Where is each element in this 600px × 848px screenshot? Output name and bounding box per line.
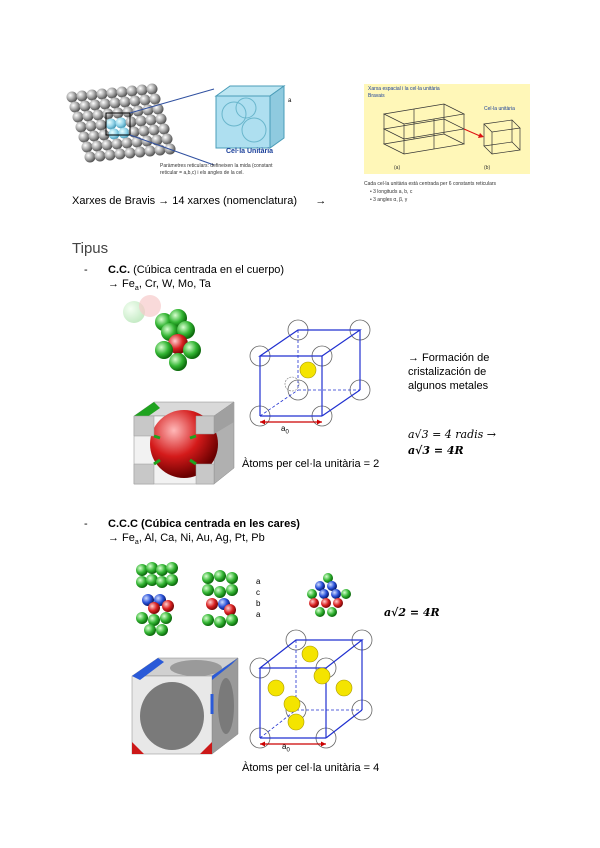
lattice-sphere xyxy=(162,134,173,145)
lattice-sphere xyxy=(149,125,160,136)
lattice-sphere xyxy=(127,86,138,97)
unit-cell-label: Cel·la Unitària xyxy=(226,148,274,155)
lattice-sphere xyxy=(150,94,161,105)
fcc-cube-label-a: a xyxy=(282,742,287,751)
lattice-sphere xyxy=(79,132,90,143)
ccc-subtitle: (Cúbica centrada en les cares) xyxy=(141,518,300,530)
lattice-sphere xyxy=(85,152,96,163)
layer-label-3: b xyxy=(256,599,261,608)
lattice-sphere xyxy=(110,98,121,109)
cc-formula1: a√3 = 4 radis → xyxy=(408,428,497,441)
fcc-cube-label xyxy=(282,742,290,754)
lattice-sphere xyxy=(159,124,170,135)
lattice-sphere xyxy=(100,99,111,110)
lattice-sphere xyxy=(143,105,154,116)
lattice-sphere xyxy=(126,117,137,128)
ccc-arrow: → Fe xyxy=(108,532,135,544)
axis-a-label: a xyxy=(288,98,292,104)
lattice-sphere xyxy=(119,128,130,139)
fcc-cube-label-sub: 0 xyxy=(286,747,290,754)
layer-label-4: a xyxy=(256,610,261,619)
lattice-sphere xyxy=(109,129,120,140)
fcc-pyramid-cluster-image xyxy=(300,572,360,622)
lattice-sphere xyxy=(97,89,108,100)
ccc-atoms-label: Àtoms per cel·la unitària = 4 xyxy=(242,762,380,774)
lattice-caption-line2: reticular = a,b,c) i els angles de la cel. xyxy=(160,170,244,176)
bcc-sphere-cluster-image xyxy=(120,292,230,372)
lattice-sphere xyxy=(90,100,101,111)
ccc-elements-line xyxy=(108,532,265,546)
layer-label-2: c xyxy=(256,588,260,597)
lattice-sphere xyxy=(89,131,100,142)
lattice-sphere xyxy=(152,135,163,146)
cc-heading xyxy=(108,264,284,276)
space-lattice-image xyxy=(364,84,530,174)
unit-cell-image xyxy=(210,82,290,152)
space-lattice-caption-line1: Cada cel·la unitària està centrada per 6 constants reticulars xyxy=(364,181,497,187)
lattice-sphere xyxy=(102,140,113,151)
lattice-sphere xyxy=(116,118,127,129)
lattice-sphere xyxy=(120,97,131,108)
lattice-sphere xyxy=(145,146,156,157)
fcc-wireframe-cube-image xyxy=(248,628,378,752)
lattice-sphere xyxy=(83,111,94,122)
bcc-cube-label-sub: 0 xyxy=(285,429,289,436)
lattice-sphere xyxy=(103,109,114,120)
lattice-sphere xyxy=(93,110,104,121)
lattice-sphere xyxy=(105,150,116,161)
space-lattice-header-line1: Xarxa espacial i la cel·la unitària xyxy=(368,86,440,92)
lattice-sphere xyxy=(86,121,97,132)
lattice-sphere xyxy=(73,112,84,123)
lattice-sphere xyxy=(112,139,123,150)
cc-note-line3: algunos metales xyxy=(408,380,489,392)
bcc-cube-label-a: a xyxy=(281,424,286,433)
lattice-sphere xyxy=(115,149,126,160)
section-title: Tipus xyxy=(72,240,109,257)
cc-sub: a xyxy=(134,285,139,293)
bravis-line: Xarxes de Bravis → 14 xarxes (nomenclatura) → xyxy=(72,195,327,207)
ccc-title: C.C.C xyxy=(108,518,138,530)
lattice-sphere xyxy=(87,90,98,101)
lattice-sphere xyxy=(122,138,133,149)
lattice-sphere xyxy=(130,96,141,107)
layer-label-1: a xyxy=(256,577,261,586)
cc-subtitle: (Cúbica centrada en el cuerpo) xyxy=(133,264,285,276)
lattice-sphere xyxy=(80,101,91,112)
bcc-cube-label xyxy=(281,424,289,436)
space-lattice-caption-line2: • 3 longituds a, b, c xyxy=(370,189,413,195)
ccc-formula: a√2 = 4R xyxy=(384,606,440,619)
lattice-sphere xyxy=(132,137,143,148)
lattice-sphere xyxy=(67,92,78,103)
cc-title: C.C. xyxy=(108,264,130,276)
lattice-sphere xyxy=(82,142,93,153)
lattice-sphere xyxy=(139,126,150,137)
lattice-sphere xyxy=(137,85,148,96)
space-lattice-header-line2: Bravais xyxy=(368,93,385,99)
cc-elements: , Cr, W, Mo, Ta xyxy=(138,278,211,290)
cc-atoms-label: Àtoms per cel·la unitària = 2 xyxy=(242,458,380,470)
lattice-sphere xyxy=(147,84,158,95)
ccc-heading xyxy=(108,518,300,530)
lattice-sphere xyxy=(156,114,167,125)
bcc-wireframe-cube-image xyxy=(248,318,378,434)
ccc-sub: a xyxy=(134,539,139,547)
lattice-sphere xyxy=(146,115,157,126)
cc-note-line1: → Formación de xyxy=(408,352,490,364)
lattice-sphere xyxy=(95,151,106,162)
lattice-sphere xyxy=(135,147,146,158)
space-lattice-cell-label: Cel·la unitària xyxy=(484,106,515,112)
lattice-sphere xyxy=(125,148,136,159)
lattice-sphere xyxy=(70,102,81,113)
lattice-sphere xyxy=(92,141,103,152)
ccc-dash: - xyxy=(84,518,88,530)
bcc-cut-cube-image xyxy=(130,398,240,488)
lattice-sphere xyxy=(107,88,118,99)
cc-note-line2: cristalización de xyxy=(408,366,487,378)
lattice-sphere xyxy=(140,95,151,106)
panel-a-label: (a) xyxy=(394,165,401,171)
lattice-caption-line1: Paràmetres reticulars: defineixen la mida (constant xyxy=(160,163,273,169)
lattice-sphere xyxy=(117,87,128,98)
cc-formula2: a√3 = 4R xyxy=(408,444,464,457)
fcc-cut-cube-image xyxy=(128,654,244,758)
cc-dash: - xyxy=(84,264,88,276)
panel-b-label: (b) xyxy=(484,165,491,171)
fcc-sphere-stacks-image xyxy=(134,560,254,640)
cc-arrow: → Fe xyxy=(108,278,135,290)
lattice-sphere xyxy=(106,119,117,130)
space-lattice-caption-line3: • 3 angles α, β, γ xyxy=(370,197,408,203)
cc-elements-line xyxy=(108,278,211,292)
layer-labels xyxy=(256,576,260,620)
lattice-sphere xyxy=(76,122,87,133)
lattice-sphere xyxy=(77,91,88,102)
lattice-sphere xyxy=(136,116,147,127)
ccc-elements: , Al, Ca, Ni, Au, Ag, Pt, Pb xyxy=(138,532,265,544)
lattice-sphere xyxy=(96,120,107,131)
